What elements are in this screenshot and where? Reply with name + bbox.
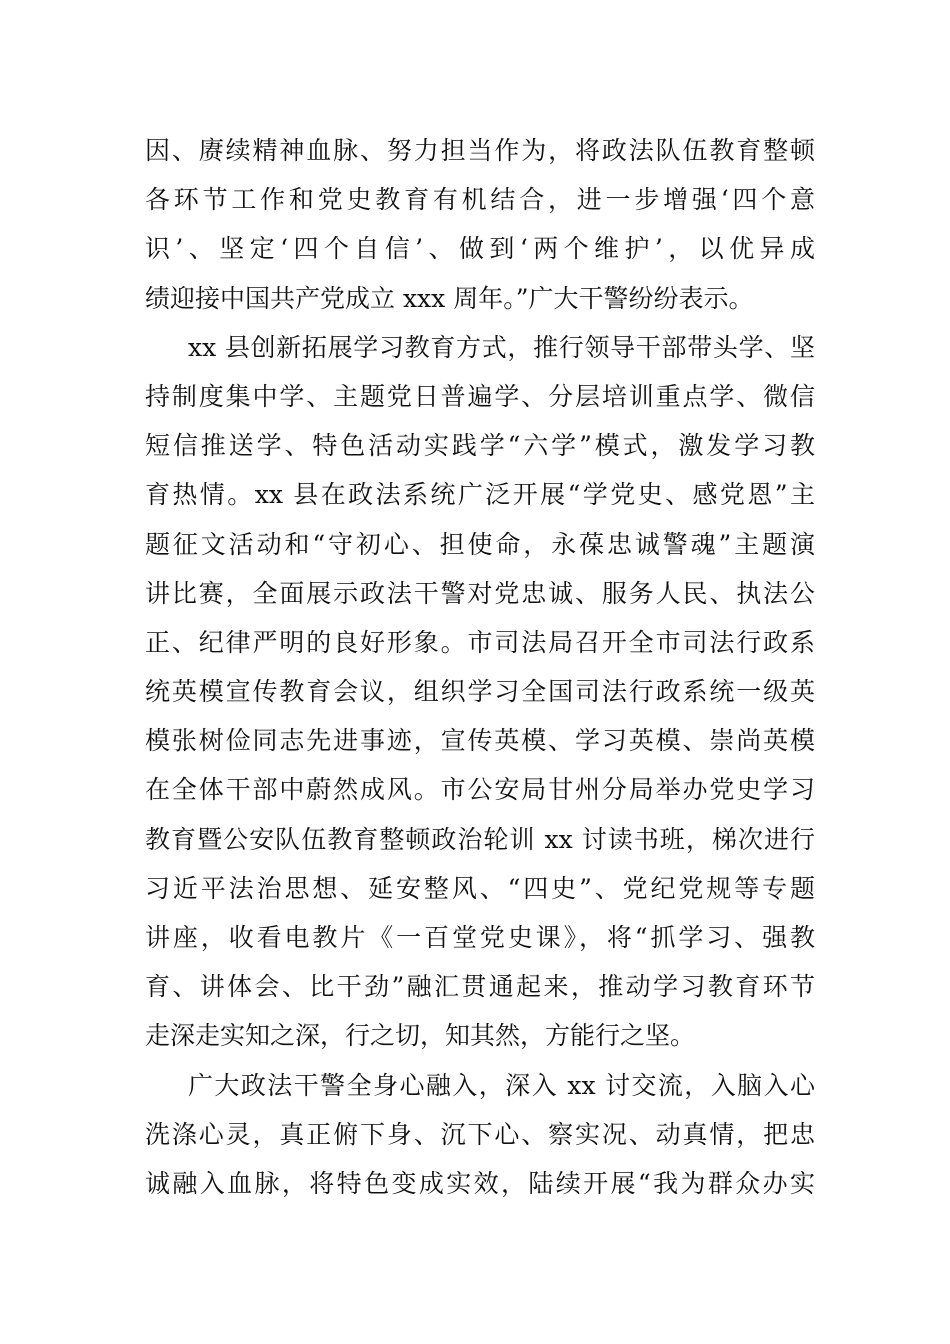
text-line: 持制度集中学、主题党日普遍学、分层培训重点学、微信 [145,381,815,411]
paragraph-1 [145,126,815,323]
text-line: 因、赓续精神血脉、努力担当作为，将政法队伍教育整顿 [145,136,815,165]
text-line: 题征文活动和“守初心、担使命，永葆忠诚警魂”主题演 [145,529,815,559]
text-line: 洗涤心灵，真正俯下身、沉下心、察实况、动真情，把忠 [145,1119,815,1149]
text-line: 识’、坚定‘四个自信’、做到‘两个维护’，以优异成 [145,234,815,264]
text-line: 短信推送学、特色活动实践学“六学”模式，激发学习教 [145,431,815,461]
text-line: 讲比赛，全面展示政法干警对党忠诚、服务人民、执法公 [145,578,815,608]
paragraph-3 [145,1061,815,1209]
text-line: 教育暨公安队伍教育整顿政治轮训 xx 讨读书班，梯次进行 [145,824,815,854]
text-line: 各环节工作和党史教育有机结合，进一步增强‘四个意 [145,185,815,215]
text-line: 诚融入血脉，将特色变成实效，陆续开展“我为群众办实 [145,1168,815,1198]
text-line: 模张树俭同志先进事迹，宣传英模、学习英模、崇尚英模 [145,726,815,756]
text-line: 育热情。xx 县在政法系统广泛开展“学党史、感党恩”主 [145,480,815,510]
text-line: 讲座，收看电教片《一百堂党史课》，将“抓学习、强教 [145,923,815,952]
paragraph-2 [145,323,815,1061]
text-line: 正、纪律严明的良好形象。市司法局召开全市司法行政系 [145,627,815,657]
document-body [145,126,815,1208]
text-line: 统英模宣传教育会议，组织学习全国司法行政系统一级英 [145,677,815,707]
text-line: 广大政法干警全身心融入，深入 xx 讨交流，入脑入心 [188,1070,815,1100]
text-line: 在全体干部中蔚然成风。市公安局甘州分局举办党史学习 [145,775,815,805]
text-line: 走深走实知之深，行之切，知其然，方能行之坚。 [145,1021,696,1051]
text-line: 绩迎接中国共产党成立 xxx 周年。”广大干警纷纷表示。 [145,283,754,313]
text-line: 育、讲体会、比干劲”融汇贯通起来，推动学习教育环节 [145,972,815,1002]
text-line: xx 县创新拓展学习教育方式，推行领导干部带头学、坚 [188,332,815,362]
text-line: 习近平法治思想、延安整风、“四史”、党纪党规等专题 [145,873,815,903]
